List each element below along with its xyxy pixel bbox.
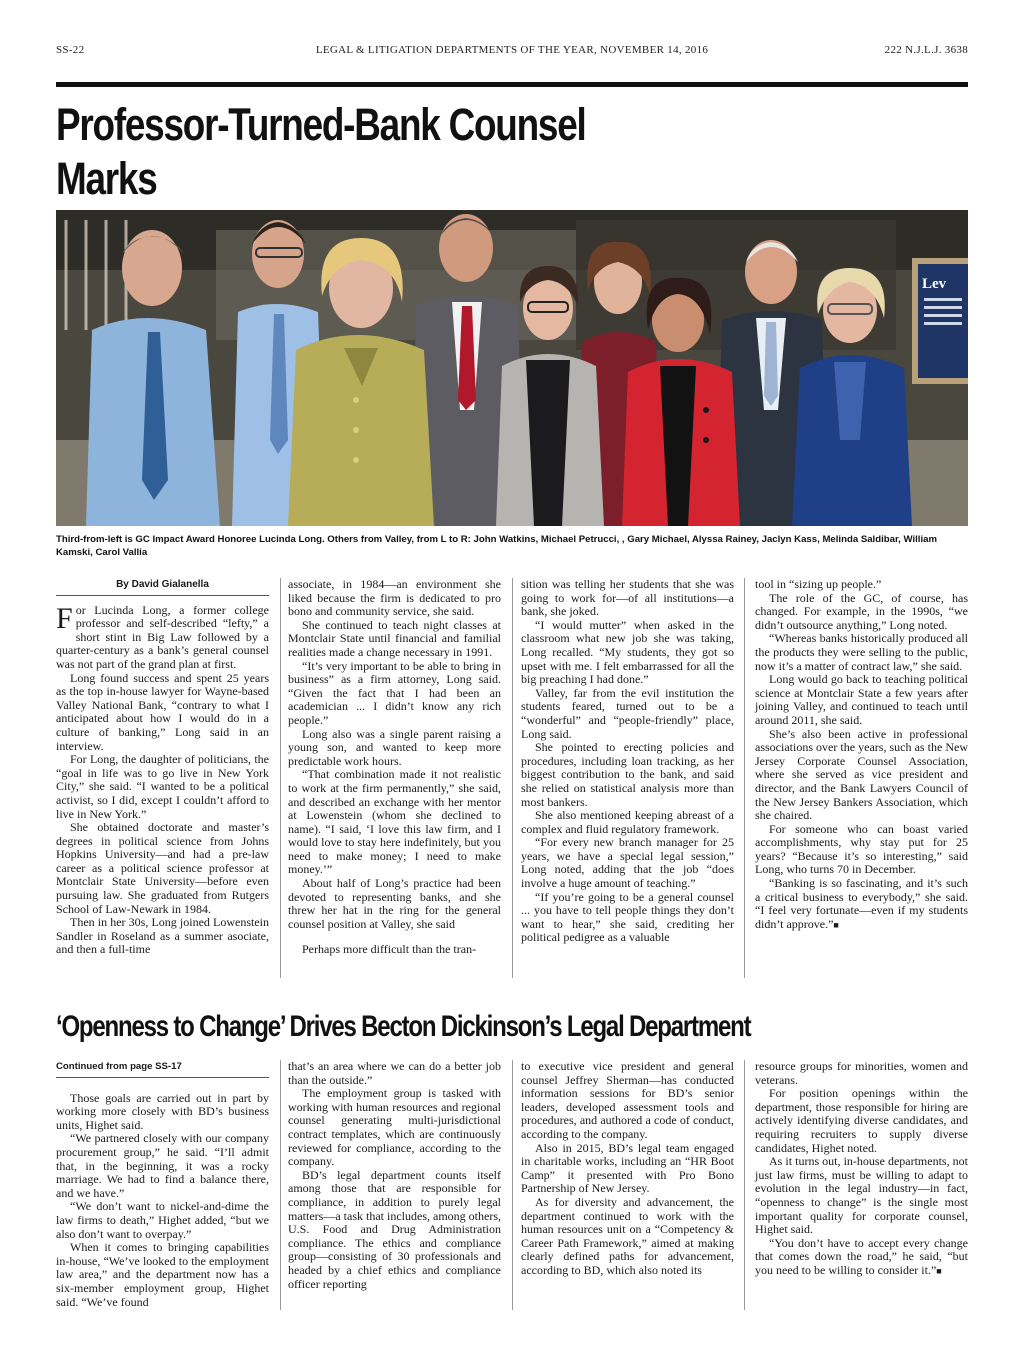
paragraph: Long also was a single parent raising a young son, and wanted to keep more predictable work hours.	[288, 726, 501, 768]
paragraph: She obtained doctorate and master’s degrees in political science from Johns Hopkins University—and had a pre-law career as a political science professor at Montclair State University—before even pursuing law. She graduated from Rutgers School of Law-Newark in 1984.	[56, 820, 269, 916]
group-photo	[56, 210, 968, 526]
closing-paragraph	[755, 1237, 968, 1279]
paragraph: She also mentioned keeping abreast of a complex and fluid regulatory framework.	[521, 808, 734, 836]
photo-caption: Third-from-left is GC Impact Award Honoree Lucinda Long. Others from Valley, from L to R: John Watkins, Michael Petrucci, , Gary Michael, Alyssa Rainey, Jaclyn Kass, Melinda Saldibar, William Kamski, Carol Vallia	[56, 534, 937, 558]
byline: By David Gialanella	[56, 578, 269, 596]
paragraph: “For every new branch manager for 25 years, we have a special legal session,” Long noted, adding that the job “does involve a huge amount of teaching.”	[521, 835, 734, 891]
paragraph: She pointed to erecting policies and procedures, including loan tracking, as her biggest contribution to the bank, and said she relied on statistical analysis more than most bankers.	[521, 740, 734, 809]
article1-column-3	[521, 578, 734, 945]
publication-line: LEGAL & LITIGATION DEPARTMENTS OF THE YEAR, NOVEMBER 14, 2016	[315, 44, 709, 56]
paragraph: associate, in 1984—an environment she liked because the firm is dedicated to pro bono and community service, she said.	[288, 577, 501, 619]
column-rule	[744, 578, 745, 978]
paragraph: For someone who can boast varied accomplishments, why stay put for 25 years? “Because it’s so interesting,” said Long, who turns 70 in December.	[755, 821, 968, 877]
paragraph: that’s an area where we can do a better job than the outside.”	[288, 1059, 501, 1087]
article1-column-2	[288, 578, 501, 957]
paragraph: “If you’re going to be a general counsel ... you have to tell people things they don’t want to hear,” she said, crediting her political pedigree as a valuable	[521, 889, 734, 945]
paragraph: Then in her 30s, Long joined Lowenstein Sandler in Roseland as a summer asociate, and then a full-time	[56, 915, 269, 957]
paragraph: “We partnered closely with our company procurement group,” he said. “I’ll admit that, in the beginning, it was a rocky marriage. We had to find a balance there, and we have.”	[56, 1131, 269, 1200]
continued-from-line: Continued from page SS-17	[56, 1060, 269, 1078]
end-mark: ■	[936, 1265, 942, 1276]
paragraph: The role of the GC, of course, has changed. For example, in the 1990s, “we didn’t outsource anything,” Long noted.	[755, 590, 968, 632]
paragraph: Long would go back to teaching political science at Montclair State a few years after joining Valley, and continued to teach until around 2011, she said.	[755, 672, 968, 727]
paragraph: “Whereas banks historically produced all the products they were selling to the public, now it’s a matter of contract law,” she said.	[755, 631, 968, 673]
article1-column-1	[56, 578, 269, 957]
citation: 222 N.J.L.J. 3638	[884, 44, 968, 56]
article2-column-3	[521, 1060, 734, 1278]
paragraph: BD’s legal department counts itself among those that are responsible for compliance, in addition to purely legal matters—a task that includes, among others, U.S. Food and Drug Administration compliance. The ethics and compliance group—consisting of 30 professionals and headed by a chief ethics and compliance officer reporting	[288, 1167, 501, 1291]
paragraph: She’s also been active in professional associations over the years, such as the New Jersey Corporate Counsel Association, where she served as vice president and director, and the Bank Lawyers Council of the New Jersey Bankers Association, which she chaired.	[755, 726, 968, 823]
article1-column-4	[755, 578, 968, 932]
article2-column-4	[755, 1060, 968, 1279]
paragraph: “I would mutter” when asked in the classroom what new job she was taking, Long recalled. “My students, they got so upset with me. I felt embarrassed for all the big preaching I had done.”	[521, 617, 734, 687]
paragraph: For Long, the daughter of politicians, the “goal in life was to go live in New York City,” she said. “I wanted to be a political activist, so I did, except I couldn’t afford to live in New York.”	[56, 752, 269, 821]
column-rule	[280, 578, 281, 978]
column-rule	[744, 1060, 745, 1310]
paragraph: “It’s very important to be able to bring in business” as a firm attorney, Long said. “Given the fact that I had been an academician ... I didn’t know any rich people.”	[288, 658, 501, 727]
top-rule	[56, 82, 968, 87]
group-photo-illustration	[56, 210, 968, 526]
paragraph: tool in “sizing up people.”	[755, 577, 882, 591]
paragraph: Long found success and spent 25 years as the top in-house lawyer for Wayne-based Valley National Bank, “contrary to what I anticipated about how I would do in a culture of banking,” Long said in an interview.	[56, 670, 269, 753]
paragraph: or Lucinda Long, a former college professor and self-described “lefty,” a short stint in Big Law followed by a quarter-century as a bank’s general counsel was not part of the grand plan at first.	[56, 602, 269, 671]
article2-column-1	[56, 1060, 269, 1309]
wall-sign-text: Lev	[922, 276, 947, 292]
paragraph: to executive vice president and general counsel Jeffrey Sherman—has conducted information sessions for BD’s senior leaders, developed assessment tools and procedures, and authored a code of conduct, according to the company.	[521, 1059, 734, 1141]
paragraph: resource groups for minorities, women and veterans.	[755, 1059, 968, 1087]
paragraph: Perhaps more difficult than the tran-	[302, 942, 477, 957]
paragraph: The employment group is tasked with working with human resources and regional counsel generating multi-jurisdictional contract templates, which are continuously reviewed for compliance, according to the company.	[288, 1086, 501, 1169]
paragraph: For position openings within the department, those responsible for hiring are actively identifying diverse candidates, and requiring recruiters to supply diverse candidates, Highet noted.	[755, 1086, 968, 1155]
lead-paragraph	[56, 601, 269, 672]
headline-line-1: Professor-Turned-Bank Counsel Marks	[56, 99, 586, 204]
column-rule	[280, 1060, 281, 1310]
paragraph: About half of Long’s practice had been devoted to representing banks, and she threw her hat in the ring for the general counsel position at Valley, she said	[288, 876, 501, 931]
paragraph: Also in 2015, BD’s legal team engaged in charitable works, including an “HR Boot Camp” it presented with Pro Bono Partnership of New Jersey.	[521, 1140, 734, 1196]
drop-cap: F	[56, 601, 73, 635]
paragraph-text: “Banking is so fascinating, and it’s such a critical business to everybody,” she said. “I feel very fortunate—even if my students didn’t approve.”	[755, 876, 968, 931]
paragraph-text: “You don’t have to accept every change that comes down the road,” he said, “but you need to be willing to consider it.”	[755, 1235, 968, 1277]
paragraph: As it turns out, in-house departments, not just law firms, must be willing to adapt to evolution in the legal industry—in fact, “openness to change” is the single most important quality for corporate counsel, Highet said.	[755, 1154, 968, 1237]
paragraph: Those goals are carried out in part by working more closely with BD’s business units, Highet said.	[56, 1090, 269, 1132]
paragraph: She continued to teach night classes at Montclair State until financial and familial realities made a change necessary in 1991.	[288, 617, 501, 659]
paragraph: As for diversity and advancement, the department continued to work with the human resources unit on a “Competency & Career Path Framework,” aimed at making clearly defined paths for advancement, according to BD, which also noted its	[521, 1194, 734, 1277]
column-rule	[512, 1060, 513, 1310]
end-mark: ■	[833, 919, 839, 930]
paragraph: “We don’t want to nickel-and-dime the law firms to death,” Highet added, “but we also don’t want to overpay.”	[56, 1199, 269, 1241]
running-head	[56, 44, 968, 60]
page-number: SS-22	[56, 44, 85, 56]
paragraph: When it comes to bringing capabilities in-house, “We’ve looked to the employment law area,” and the department now has a six-member employment group, Highet said. “We’ve found	[56, 1240, 269, 1309]
paragraph: Valley, far from the evil institution the students feared, turned out to be a “wonderful” and “people-friendly” place, Long said.	[521, 685, 734, 741]
paragraph: “That combination made it not realistic to work at the firm permanently,” she said, and described an exchange with her mentor at Lowenstein (whom she declined to name). “I said, ‘I love this law firm, and I would love to stay here indefinitely, but you need to make money; I need to make money.’”	[288, 767, 501, 877]
article2-headline: ‘Openness to Change’ Drives Becton Dickinson’s Legal Department	[56, 1010, 751, 1043]
column-rule	[512, 578, 513, 978]
closing-paragraph	[755, 877, 968, 932]
article2-column-2	[288, 1060, 501, 1291]
wall-sign	[912, 258, 968, 384]
paragraph: sition was telling her students that she was going to work for—of all institutions—a bank, she joked.	[521, 577, 734, 619]
